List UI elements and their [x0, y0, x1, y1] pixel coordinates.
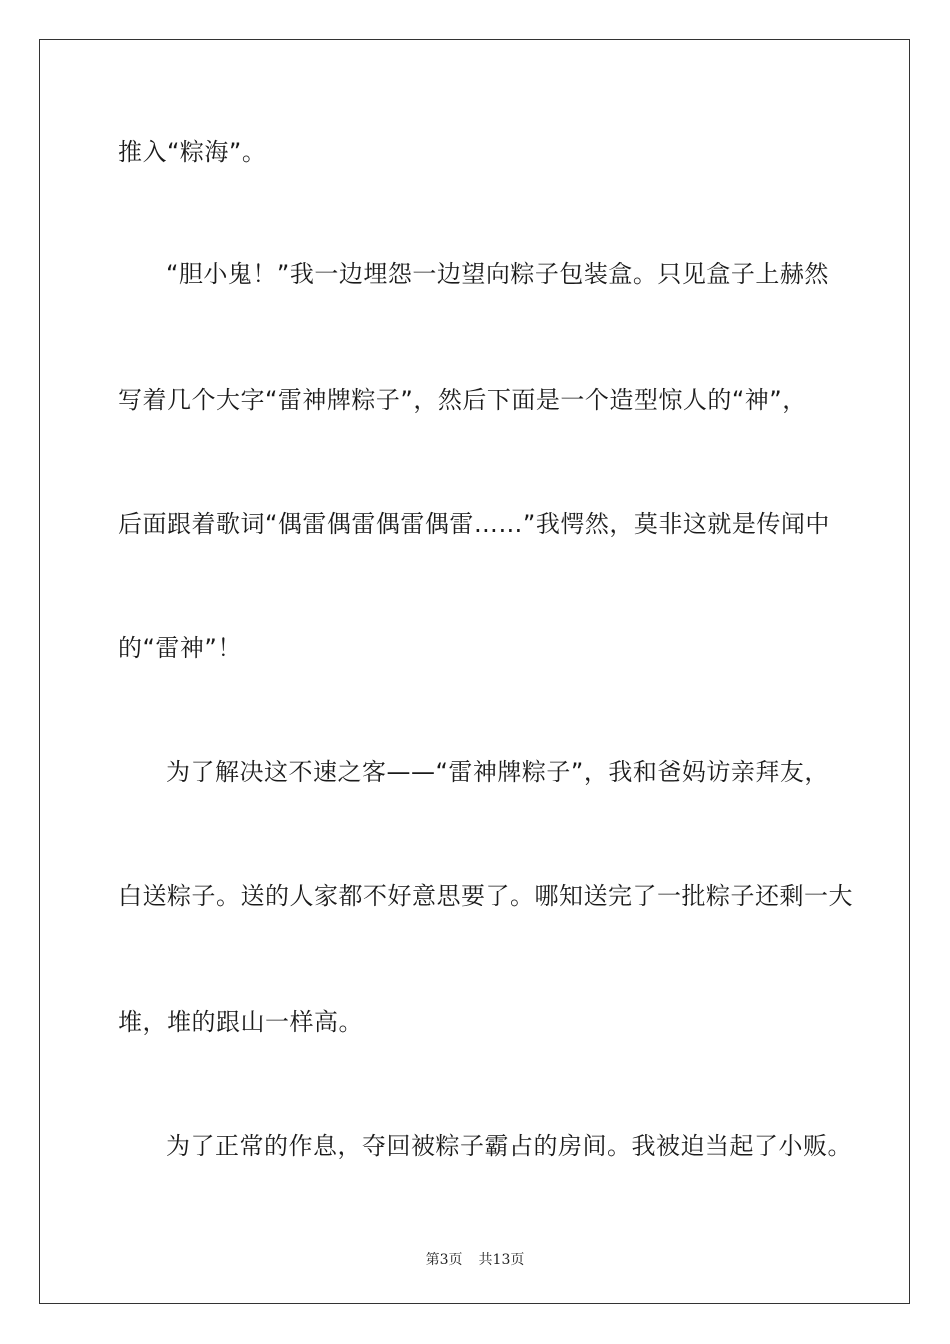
text-line-6: 为了解决这不速之客——“雷神牌粽子”，我和爸妈访亲拜友， — [166, 758, 829, 786]
text-line-3: 写着几个大字“雷神牌粽子”，然后下面是一个造型惊人的“神”， — [118, 386, 807, 414]
text-line-2: “胆小鬼！”我一边埋怨一边望向粽子包装盒。只见盒子上赫然 — [166, 260, 829, 288]
text-line-4: 后面跟着歌词“偶雷偶雷偶雷偶雷……”我愕然，莫非这就是传闻中 — [118, 510, 830, 538]
text-line-7: 白送粽子。送的人家都不好意思要了。哪知送完了一批粽子还剩一大 — [118, 882, 853, 910]
text-line-5: 的“雷神”！ — [118, 634, 242, 662]
text-line-9: 为了正常的作息，夺回被粽子霸占的房间。我被迫当起了小贩。 — [166, 1132, 852, 1160]
page-footer — [0, 1249, 950, 1269]
total-pages: 共13页 — [478, 1252, 525, 1268]
text-line-8: 堆，堆的跟山一样高。 — [118, 1008, 363, 1036]
page-border — [39, 39, 910, 1304]
page-number: 第3页 — [425, 1252, 463, 1268]
text-line-1: 推入“粽海”。 — [118, 138, 267, 166]
